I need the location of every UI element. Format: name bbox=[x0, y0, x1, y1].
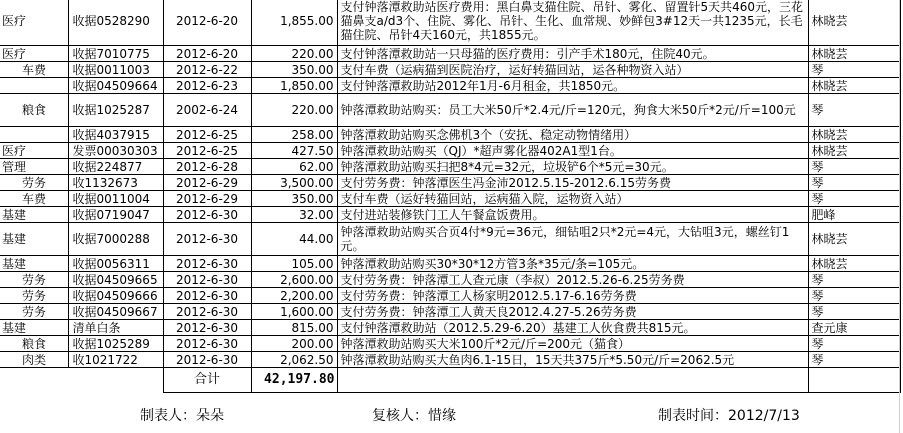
amount-cell: 44.00 bbox=[251, 223, 337, 256]
category-cell: 车费 bbox=[0, 191, 68, 207]
date-cell: 2012-6-30 bbox=[163, 288, 251, 304]
handler-cell: 肥峰 bbox=[808, 207, 900, 223]
reviewer-label: 复核人：惜缘 bbox=[372, 408, 456, 424]
date-cell: 2012-6-30 bbox=[163, 304, 251, 320]
description-cell: 钟落潭救助站购买合页4付*9元=36元，细钻咀2只*2元=4元，大钻咀3元，螺丝钉1元。 bbox=[337, 223, 808, 256]
amount-cell: 2,200.00 bbox=[251, 288, 337, 304]
date-cell: 2012-6-29 bbox=[163, 175, 251, 191]
category-cell: 基建 bbox=[0, 256, 68, 272]
date-cell: 2012-6-28 bbox=[163, 159, 251, 175]
blank-cell bbox=[68, 368, 163, 393]
table-row bbox=[0, 78, 900, 94]
sheet-gridline bbox=[899, 0, 900, 433]
category-cell: 基建 bbox=[0, 207, 68, 223]
handler-cell: 琴 bbox=[808, 191, 900, 207]
table-row bbox=[0, 0, 900, 46]
amount-cell: 815.00 bbox=[251, 320, 337, 336]
description-cell: 支付劳务费：钟落潭医生冯金沛2012.5.15-2012.6.15劳务费 bbox=[337, 175, 808, 191]
description-cell: 支付钟落潭救助站（2012.5.29-6.20）基建工人伙食费共815元。 bbox=[337, 320, 808, 336]
category-cell: 劳务 bbox=[0, 304, 68, 320]
amount-cell: 105.00 bbox=[251, 256, 337, 272]
receipt-number-cell: 收据7000288 bbox=[68, 223, 163, 256]
receipt-number-cell: 收1132673 bbox=[68, 175, 163, 191]
description-cell: 钟落潭救助站购买大鱼肉6.1-15日，15天共375斤*5.50元/斤=2062.5元 bbox=[337, 352, 808, 368]
description-cell: 钟落潭救助站购买（QJ）*超声雾化器402A1型1台。 bbox=[337, 143, 808, 159]
amount-cell: 427.50 bbox=[251, 143, 337, 159]
receipt-number-cell: 收据04509665 bbox=[68, 272, 163, 288]
category-cell: 管理 bbox=[0, 159, 68, 175]
receipt-number-cell: 收据0011003 bbox=[68, 62, 163, 78]
description-cell: 支付车费（运病猫到医院治疗，运好转猫回站，运各种物资入站） bbox=[337, 62, 808, 78]
receipt-number-cell: 收据0056311 bbox=[68, 256, 163, 272]
amount-cell: 220.00 bbox=[251, 94, 337, 127]
date-cell: 2012-6-22 bbox=[163, 62, 251, 78]
table-row bbox=[0, 272, 900, 288]
receipt-number-cell: 收据1025287 bbox=[68, 94, 163, 127]
prepared-date-label: 制表时间：2012/7/13 bbox=[658, 408, 800, 424]
table-row bbox=[0, 127, 900, 143]
date-cell: 2012-6-30 bbox=[163, 336, 251, 352]
date-cell: 2012-6-25 bbox=[163, 143, 251, 159]
category-cell: 粮食 bbox=[0, 336, 68, 352]
table-row bbox=[0, 143, 900, 159]
total-label: 合计 bbox=[163, 368, 251, 393]
blank-cell bbox=[808, 368, 900, 393]
description-cell: 支付钟落潭救助站2012年1月-6月租金，共1850元。 bbox=[337, 78, 808, 94]
amount-cell: 350.00 bbox=[251, 191, 337, 207]
description-cell: 钟落潭救助站购买大米100斤*2元/斤=200元（猫食） bbox=[337, 336, 808, 352]
table-row bbox=[0, 191, 900, 207]
description-cell: 钟落潭救助站购买扫把8*4元=32元，垃圾铲6个*5元=30元。 bbox=[337, 159, 808, 175]
date-cell: 2012-6-23 bbox=[163, 78, 251, 94]
description-cell: 钟落潭救助站购买念佛机3个（安抚、稳定动物情绪用） bbox=[337, 127, 808, 143]
date-cell: 2012-6-20 bbox=[163, 0, 251, 46]
amount-cell: 1,600.00 bbox=[251, 304, 337, 320]
description-cell: 钟落潭救助站购买：员工大米50斤*2.4元/斤=120元，狗食大米50斤*2元/斤=100元 bbox=[337, 94, 808, 127]
receipt-number-cell: 收据1025289 bbox=[68, 336, 163, 352]
amount-cell: 200.00 bbox=[251, 336, 337, 352]
category-cell: 劳务 bbox=[0, 272, 68, 288]
date-cell: 2012-6-30 bbox=[163, 207, 251, 223]
description-cell: 支付钟落潭救助站医疗费用：黑白鼻支猫住院、吊针、雾化、留置针5天共460元，三花猫鼻支a/d3个、住院、雾化、吊针、生化、血常规、妙鲜包3#12天一共1235元，长毛猫住院、吊针4天160元，共1855元。 bbox=[337, 0, 808, 46]
table-row bbox=[0, 175, 900, 191]
amount-cell: 258.00 bbox=[251, 127, 337, 143]
description-cell: 钟落潭救助站购买30*30*12方管3条*35元/条=105元。 bbox=[337, 256, 808, 272]
handler-cell: 琴 bbox=[808, 336, 900, 352]
category-cell: 基建 bbox=[0, 223, 68, 256]
handler-cell: 琴 bbox=[808, 272, 900, 288]
blank-cell bbox=[0, 368, 68, 393]
handler-cell: 林晓芸 bbox=[808, 223, 900, 256]
handler-cell: 林晓芸 bbox=[808, 127, 900, 143]
receipt-number-cell: 收据0528290 bbox=[68, 0, 163, 46]
handler-cell: 琴 bbox=[808, 352, 900, 368]
handler-cell: 琴 bbox=[808, 159, 900, 175]
receipt-number-cell: 收据04509664 bbox=[68, 78, 163, 94]
date-cell: 2012-6-20 bbox=[163, 46, 251, 62]
category-cell: 医疗 bbox=[0, 0, 68, 46]
date-cell: 2012-6-25 bbox=[163, 127, 251, 143]
category-cell: 劳务 bbox=[0, 288, 68, 304]
receipt-number-cell: 清单白条 bbox=[68, 320, 163, 336]
receipt-number-cell: 收据7010775 bbox=[68, 46, 163, 62]
date-cell: 2002-6-24 bbox=[163, 94, 251, 127]
amount-cell: 62.00 bbox=[251, 159, 337, 175]
handler-cell: 琴 bbox=[808, 288, 900, 304]
description-cell: 支付劳务费：钟落潭工人查元康（李叔）2012.5.26-6.25劳务费 bbox=[337, 272, 808, 288]
amount-cell: 32.00 bbox=[251, 207, 337, 223]
category-cell: 车费 bbox=[0, 62, 68, 78]
table-row bbox=[0, 223, 900, 256]
preparer-label: 制表人：朵朵 bbox=[140, 408, 224, 424]
receipt-number-cell: 收据0719047 bbox=[68, 207, 163, 223]
date-cell: 2012-6-30 bbox=[163, 320, 251, 336]
handler-cell: 琴 bbox=[808, 175, 900, 191]
handler-cell: 林晓芸 bbox=[808, 78, 900, 94]
handler-cell: 查元康 bbox=[808, 320, 900, 336]
description-cell: 支付车费（运好转猫回站，运病猫入院，运物资入站） bbox=[337, 191, 808, 207]
description-cell: 支付劳务费：钟落潭工人杨家明2012.5.17-6.16劳务费 bbox=[337, 288, 808, 304]
table-row bbox=[0, 159, 900, 175]
table-row bbox=[0, 336, 900, 352]
category-cell: 基建 bbox=[0, 320, 68, 336]
total-amount: 42,197.80 bbox=[251, 368, 337, 393]
blank-cell bbox=[337, 368, 808, 393]
table-row bbox=[0, 62, 900, 78]
receipt-number-cell: 发票00030303 bbox=[68, 143, 163, 159]
receipt-number-cell: 收据4037915 bbox=[68, 127, 163, 143]
handler-cell: 林晓芸 bbox=[808, 46, 900, 62]
receipt-number-cell: 收据04509666 bbox=[68, 288, 163, 304]
handler-cell: 琴 bbox=[808, 94, 900, 127]
date-cell: 2012-6-30 bbox=[163, 256, 251, 272]
date-cell: 2012-6-29 bbox=[163, 191, 251, 207]
category-cell: 劳务 bbox=[0, 175, 68, 191]
category-cell bbox=[0, 127, 68, 143]
table-row bbox=[0, 256, 900, 272]
table-row bbox=[0, 288, 900, 304]
category-cell: 医疗 bbox=[0, 143, 68, 159]
handler-cell: 林晓芸 bbox=[808, 256, 900, 272]
handler-cell: 琴 bbox=[808, 62, 900, 78]
handler-cell: 林晓芸 bbox=[808, 0, 900, 46]
amount-cell: 2,062.50 bbox=[251, 352, 337, 368]
amount-cell: 3,500.00 bbox=[251, 175, 337, 191]
description-cell: 支付钟落潭救助站一只母猫的医疗费用：引产手术180元，住院40元。 bbox=[337, 46, 808, 62]
total-row bbox=[0, 368, 900, 393]
table-row bbox=[0, 352, 900, 368]
table-row bbox=[0, 46, 900, 62]
category-cell bbox=[0, 78, 68, 94]
amount-cell: 350.00 bbox=[251, 62, 337, 78]
category-cell: 粮食 bbox=[0, 94, 68, 127]
amount-cell: 1,850.00 bbox=[251, 78, 337, 94]
description-cell: 支付劳务费：钟落潭工人黄天良2012.4.27-5.26劳务费 bbox=[337, 304, 808, 320]
amount-cell: 220.00 bbox=[251, 46, 337, 62]
category-cell: 医疗 bbox=[0, 46, 68, 62]
receipt-number-cell: 收1021722 bbox=[68, 352, 163, 368]
date-cell: 2012-6-30 bbox=[163, 272, 251, 288]
date-cell: 2012-6-30 bbox=[163, 352, 251, 368]
table-row bbox=[0, 320, 900, 336]
description-cell: 支付进站装修铁门工人午餐盒饭费用。 bbox=[337, 207, 808, 223]
category-cell: 肉类 bbox=[0, 352, 68, 368]
date-cell: 2012-6-30 bbox=[163, 223, 251, 256]
handler-cell: 琴 bbox=[808, 304, 900, 320]
receipt-number-cell: 收据04509667 bbox=[68, 304, 163, 320]
table-row bbox=[0, 94, 900, 127]
amount-cell: 1,855.00 bbox=[251, 0, 337, 46]
table-row bbox=[0, 304, 900, 320]
amount-cell: 2,600.00 bbox=[251, 272, 337, 288]
table-row bbox=[0, 207, 900, 223]
receipt-number-cell: 收据0011004 bbox=[68, 191, 163, 207]
receipt-number-cell: 收据224877 bbox=[68, 159, 163, 175]
handler-cell: 林晓芸 bbox=[808, 143, 900, 159]
